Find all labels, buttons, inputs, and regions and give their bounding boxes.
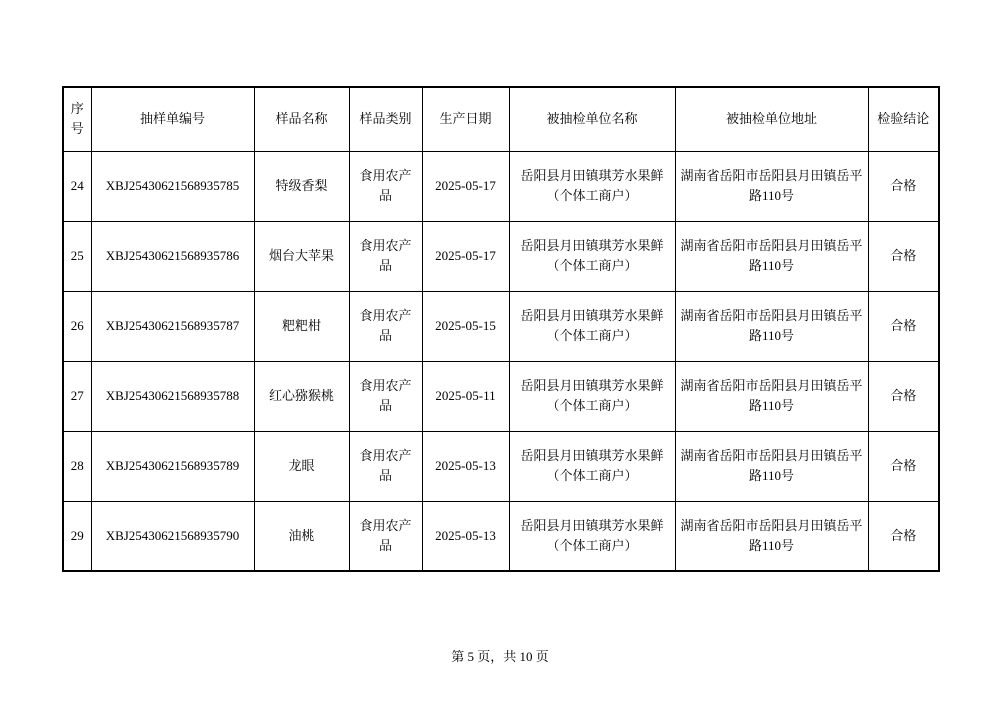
table-row [63, 361, 939, 431]
cell-production-date: 2025-05-13 [422, 431, 509, 501]
cell-sampling-form-id: XBJ25430621568935790 [91, 501, 254, 571]
table-row [63, 221, 939, 291]
table-row [63, 151, 939, 221]
cell-serial-number: 28 [63, 431, 91, 501]
cell-serial-number: 25 [63, 221, 91, 291]
page-number-indicator: 第 5 页，共 10 页 [451, 649, 549, 664]
cell-sample-category: 食用农产品 [349, 431, 422, 501]
cell-inspection-result: 合格 [868, 151, 939, 221]
cell-sample-name: 油桃 [254, 501, 349, 571]
cell-sample-category: 食用农产品 [349, 361, 422, 431]
cell-sample-name: 特级香梨 [254, 151, 349, 221]
cell-serial-number: 27 [63, 361, 91, 431]
cell-sample-category: 食用农产品 [349, 291, 422, 361]
cell-inspection-result: 合格 [868, 431, 939, 501]
header-sample-name: 样品名称 [254, 87, 349, 151]
cell-sample-category: 食用农产品 [349, 221, 422, 291]
table-body [63, 151, 939, 571]
cell-sample-category: 食用农产品 [349, 151, 422, 221]
table-row [63, 291, 939, 361]
table-row [63, 501, 939, 571]
cell-inspected-unit-name: 岳阳县月田镇琪芳水果鲜（个体工商户） [509, 501, 675, 571]
cell-inspected-unit-address: 湖南省岳阳市岳阳县月田镇岳平路110号 [675, 151, 868, 221]
cell-production-date: 2025-05-15 [422, 291, 509, 361]
table-header [63, 87, 939, 151]
cell-sampling-form-id: XBJ25430621568935788 [91, 361, 254, 431]
header-row [63, 87, 939, 151]
cell-inspected-unit-name: 岳阳县月田镇琪芳水果鲜（个体工商户） [509, 221, 675, 291]
cell-serial-number: 24 [63, 151, 91, 221]
cell-serial-number: 26 [63, 291, 91, 361]
cell-inspection-result: 合格 [868, 221, 939, 291]
cell-inspected-unit-address: 湖南省岳阳市岳阳县月田镇岳平路110号 [675, 291, 868, 361]
header-sampling-form-id: 抽样单编号 [91, 87, 254, 151]
cell-sample-name: 粑粑柑 [254, 291, 349, 361]
cell-inspected-unit-name: 岳阳县月田镇琪芳水果鲜（个体工商户） [509, 431, 675, 501]
cell-inspected-unit-name: 岳阳县月田镇琪芳水果鲜（个体工商户） [509, 151, 675, 221]
cell-inspected-unit-address: 湖南省岳阳市岳阳县月田镇岳平路110号 [675, 431, 868, 501]
cell-inspection-result: 合格 [868, 361, 939, 431]
header-inspected-unit-address: 被抽检单位地址 [675, 87, 868, 151]
header-inspected-unit-name: 被抽检单位名称 [509, 87, 675, 151]
cell-production-date: 2025-05-11 [422, 361, 509, 431]
cell-sample-category: 食用农产品 [349, 501, 422, 571]
table-row [63, 431, 939, 501]
cell-sampling-form-id: XBJ25430621568935785 [91, 151, 254, 221]
cell-inspected-unit-address: 湖南省岳阳市岳阳县月田镇岳平路110号 [675, 361, 868, 431]
cell-production-date: 2025-05-17 [422, 221, 509, 291]
cell-sampling-form-id: XBJ25430621568935787 [91, 291, 254, 361]
cell-sampling-form-id: XBJ25430621568935789 [91, 431, 254, 501]
cell-serial-number: 29 [63, 501, 91, 571]
cell-inspection-result: 合格 [868, 501, 939, 571]
cell-inspected-unit-address: 湖南省岳阳市岳阳县月田镇岳平路110号 [675, 501, 868, 571]
cell-production-date: 2025-05-17 [422, 151, 509, 221]
cell-inspected-unit-name: 岳阳县月田镇琪芳水果鲜（个体工商户） [509, 291, 675, 361]
header-inspection-result: 检验结论 [868, 87, 939, 151]
cell-inspection-result: 合格 [868, 291, 939, 361]
cell-inspected-unit-address: 湖南省岳阳市岳阳县月田镇岳平路110号 [675, 221, 868, 291]
cell-production-date: 2025-05-13 [422, 501, 509, 571]
cell-sampling-form-id: XBJ25430621568935786 [91, 221, 254, 291]
header-sample-category: 样品类别 [349, 87, 422, 151]
header-serial-number: 序号 [63, 87, 91, 151]
cell-sample-name: 红心猕猴桃 [254, 361, 349, 431]
header-production-date: 生产日期 [422, 87, 509, 151]
cell-sample-name: 烟台大苹果 [254, 221, 349, 291]
cell-inspected-unit-name: 岳阳县月田镇琪芳水果鲜（个体工商户） [509, 361, 675, 431]
cell-sample-name: 龙眼 [254, 431, 349, 501]
inspection-results-table [62, 86, 940, 572]
